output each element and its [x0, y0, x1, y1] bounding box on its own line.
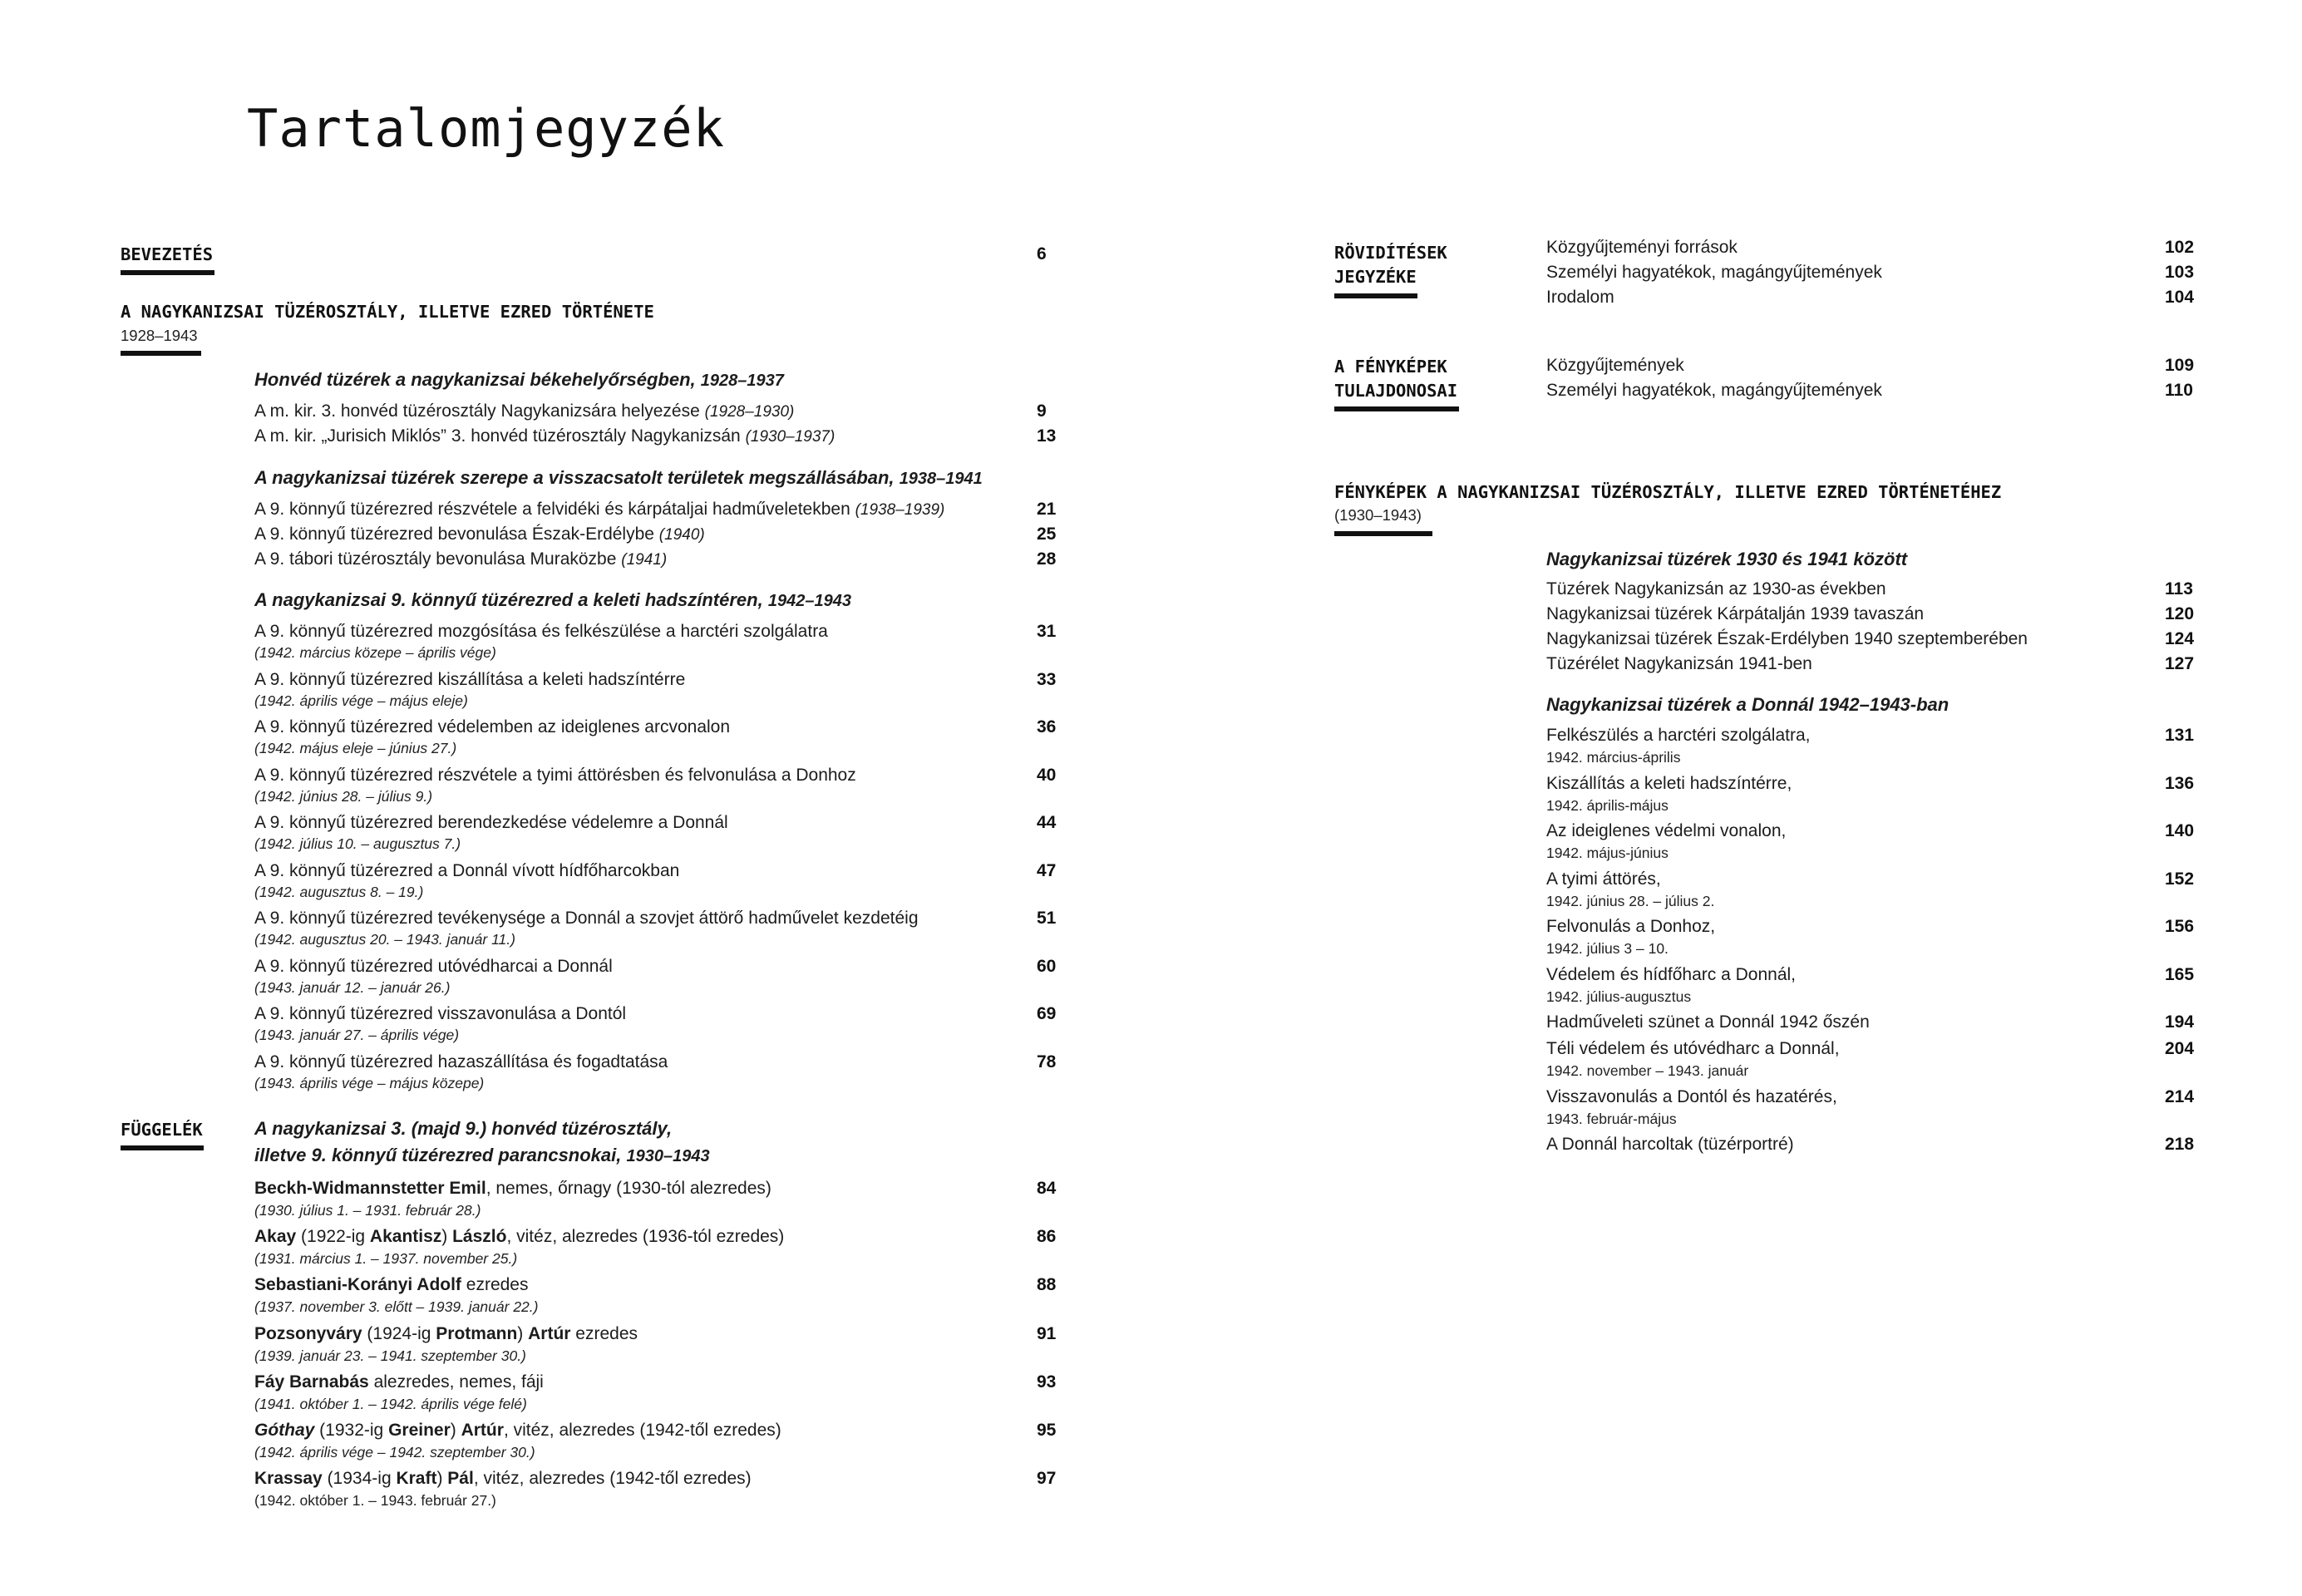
toc-entry: Tüzérélet Nagykanizsán 1941-ben: [1546, 654, 1812, 673]
commander-text: , nemes, őrnagy (1930-tól alezredes): [486, 1179, 771, 1198]
page-number: 36: [1037, 717, 1057, 736]
page-number: 136: [2165, 773, 2195, 793]
section-years: (1930–1943): [1334, 506, 1422, 524]
page-number: 131: [2165, 726, 2195, 745]
page-number: 51: [1037, 909, 1057, 928]
section-heading-fuggelek: FÜGGELÉK: [121, 1120, 203, 1140]
section-rule: [121, 351, 201, 356]
entry-subtitle: (1942. május eleje – június 27.): [254, 740, 457, 756]
chapter-title: [254, 467, 983, 489]
page-number: 6: [1037, 244, 1047, 264]
toc-entry: [254, 861, 679, 881]
page-number: 69: [1037, 1004, 1057, 1023]
commander-text: , vitéz, alezredes (1942-től ezredes): [503, 1421, 781, 1440]
commander-text: ezredes: [570, 1323, 638, 1343]
entry-text: A 9. tábori tüzérosztály bevonulása Muraközbe: [254, 549, 617, 569]
entry-subtitle: (1942. június 28. – július 9.): [254, 787, 433, 805]
commander-dates: (1931. március 1. – 1937. november 25.): [254, 1250, 518, 1268]
toc-entry: Védelem és hídfőharc a Donnál,: [1546, 964, 1797, 984]
toc-entry: Közgyűjteményi források: [1546, 238, 1738, 257]
commander-name: Artúr: [528, 1323, 571, 1343]
entry-subtitle: 1943. február-május: [1546, 1110, 1677, 1127]
page-number: 84: [1037, 1179, 1057, 1198]
page-number: 60: [1037, 956, 1057, 976]
entry-note: (1938–1939): [855, 501, 945, 519]
page-number: 93: [1037, 1372, 1057, 1392]
page-number: 103: [2165, 263, 2195, 282]
commander-name: Góthay: [254, 1421, 315, 1440]
entry-subtitle: (1942. július 10. – augusztus 7.): [254, 835, 461, 852]
toc-entry: Kiszállítás a keleti hadszíntérre,: [1546, 773, 1792, 793]
commander-name: Pál: [447, 1469, 474, 1489]
commander-entry: [254, 1179, 771, 1199]
entry-text: A 9. könnyű tüzérezred hazaszállítása és fogadtatása: [254, 1052, 668, 1071]
entry-subtitle: (1942. április vége – május eleje): [254, 692, 468, 709]
commander-name: László: [452, 1227, 507, 1247]
commander-name: Greiner: [388, 1421, 451, 1440]
toc-entry: Közgyűjtemények: [1546, 356, 1684, 375]
chapter-title-text: A nagykanizsai 9. könnyű tüzérezred a keleti hadszíntéren,: [254, 589, 763, 610]
page-number: 110: [2165, 381, 2193, 400]
page-number: 104: [2165, 288, 2195, 307]
entry-subtitle: 1942. április-május: [1546, 796, 1669, 814]
commander-name: Sebastiani-Korányi Adolf: [254, 1275, 461, 1295]
section-heading-photo-owners: A FÉNYKÉPEK TULAJDONOSAI: [1334, 357, 1458, 401]
appendix-title-line1: A nagykanizsai 3. (majd 9.) honvéd tüzérosztály,: [254, 1118, 673, 1139]
commander-text: (1922-ig: [296, 1227, 370, 1247]
entry-note: (1928–1930): [704, 403, 795, 421]
entry-subtitle: (1942. augusztus 20. – 1943. január 11.): [254, 931, 515, 948]
commander-name: Beckh-Widmannstetter Emil: [254, 1179, 486, 1198]
commander-name: Fáy Barnabás: [254, 1372, 369, 1392]
toc-entry: [254, 909, 919, 929]
commander-text: , vitéz, alezredes (1942-től ezredes): [473, 1469, 752, 1489]
toc-entry: [254, 500, 944, 520]
page-number: 78: [1037, 1052, 1057, 1071]
entry-text: A 9. könnyű tüzérezred tevékenysége a Donnál a szovjet áttörő hadművelet kezdetéig: [254, 909, 919, 928]
toc-entry: Személyi hagyatékok, magángyűjtemények: [1546, 263, 1882, 282]
commander-dates: (1941. október 1. – 1942. április vége felé): [254, 1395, 527, 1412]
page-number: 95: [1037, 1421, 1057, 1440]
page-number: 194: [2165, 1012, 2195, 1032]
commander-entry: [254, 1324, 638, 1344]
toc-entry: Nagykanizsai tüzérek Kárpátalján 1939 tavaszán: [1546, 604, 1925, 623]
toc-entry: [254, 957, 613, 977]
appendix-title-line2: illetve 9. könnyű tüzérezred parancsnokai, 1930–1943: [254, 1145, 710, 1165]
entry-text: A 9. könnyű tüzérezred utóvédharcai a Donnál: [254, 956, 613, 976]
commander-text: ): [441, 1227, 453, 1247]
page-number: 165: [2165, 964, 2195, 984]
commander-dates: (1942. április vége – 1942. szeptember 30.): [254, 1444, 535, 1461]
entry-text: A 9. könnyű tüzérezred védelemben az ideiglenes arcvonalon: [254, 717, 731, 736]
page-number: 47: [1037, 860, 1057, 880]
toc-entry: [254, 1052, 668, 1072]
entry-text: A 9. könnyű tüzérezred részvétele a tyimi áttörésben és felvonulása a Donhoz: [254, 765, 856, 785]
entry-text: A 9. könnyű tüzérezred berendezkedése védelemre a Donnál: [254, 813, 728, 832]
page-number: 86: [1037, 1227, 1057, 1247]
commander-text: , vitéz, alezredes (1936-tól ezredes): [506, 1227, 785, 1247]
commander-text: (1934-ig: [322, 1469, 397, 1489]
commander-entry: [254, 1275, 528, 1295]
page-number: 109: [2165, 356, 2195, 375]
commander-entry: [254, 1469, 752, 1489]
commander-dates: (1942. október 1. – 1943. február 27.): [254, 1492, 496, 1510]
commander-text: alezredes, nemes, fáji: [368, 1372, 544, 1392]
toc-entry: Felkészülés a harctéri szolgálatra,: [1546, 726, 1811, 745]
section-heading-photos: FÉNYKÉPEK A NAGYKANIZSAI TÜZÉROSZTÁLY, ILLETVE EZRED TÖRTÉNETÉHEZ: [1334, 482, 2002, 502]
entry-text: A 9. könnyű tüzérezred részvétele a felvidéki és kárpátaljai hadműveletekben: [254, 500, 850, 519]
section-rule: [1334, 531, 1432, 536]
toc-entry: [254, 549, 667, 569]
entry-subtitle: 1942. november – 1943. január: [1546, 1062, 1749, 1079]
page-number: 28: [1037, 549, 1057, 569]
commander-entry: [254, 1227, 784, 1247]
entry-subtitle: (1942. március közepe – április vége): [254, 644, 496, 661]
page-number: 152: [2165, 869, 2195, 889]
toc-entry: Felvonulás a Donhoz,: [1546, 917, 1716, 936]
commander-text: ezredes: [461, 1275, 529, 1295]
section-rule: [121, 270, 214, 275]
page-number: 120: [2165, 604, 2195, 623]
entry-note: (1930–1937): [745, 428, 836, 446]
chapter-years: 1928–1937: [700, 372, 784, 390]
toc-entry: [254, 1004, 626, 1024]
commander-dates: (1930. július 1. – 1931. február 28.): [254, 1202, 481, 1219]
commander-name: Akay: [254, 1227, 297, 1247]
entry-note: (1941): [621, 551, 668, 569]
page-number: 204: [2165, 1039, 2195, 1058]
toc-entry: Tüzérek Nagykanizsán az 1930-as években: [1546, 579, 1886, 598]
section-heading-bevezetes: BEVEZETÉS: [121, 244, 214, 264]
commander-name: Krassay: [254, 1469, 323, 1489]
commander-text: ): [436, 1469, 448, 1489]
page-number: 218: [2165, 1135, 2195, 1154]
commander-name: Akantisz: [369, 1227, 442, 1247]
page-number: 13: [1037, 426, 1057, 446]
chapter-title-text: Honvéd tüzérek a nagykanizsai békehelyőrségben,: [254, 369, 696, 390]
toc-entry: Irodalom: [1546, 288, 1614, 307]
chapter-title-text: A nagykanizsai tüzérek szerepe a visszacsatolt területek megszállásában,: [254, 467, 895, 488]
toc-entry: [254, 622, 828, 642]
entry-subtitle: 1942. május-június: [1546, 845, 1669, 861]
commander-name: Protmann: [436, 1323, 518, 1343]
page-number: 33: [1037, 669, 1057, 689]
section-rule: [1334, 406, 1459, 411]
photo-group-title: Nagykanizsai tüzérek 1930 és 1941 között: [1546, 549, 1908, 569]
entry-subtitle: (1943. április vége – május közepe): [254, 1074, 485, 1091]
toc-entry: [254, 813, 728, 833]
toc-entry: A Donnál harcoltak (tüzérportré): [1546, 1135, 1794, 1154]
commander-dates: (1937. november 3. előtt – 1939. január 22.): [254, 1298, 539, 1316]
entry-subtitle: (1943. január 27. – április vége): [254, 1027, 460, 1043]
toc-entry: Téli védelem és utóvédharc a Donnál,: [1546, 1039, 1840, 1058]
entry-subtitle: 1942. július 3 – 10.: [1546, 940, 1669, 957]
entry-text: A 9. könnyű tüzérezred mozgósítása és felkészülése a harctéri szolgálatra: [254, 622, 828, 641]
entry-text: A m. kir. „Jurisich Miklós” 3. honvéd tüzérosztály Nagykanizsán: [254, 426, 741, 446]
entry-text: A 9. könnyű tüzérezred kiszállítása a keleti hadszíntérre: [254, 669, 686, 689]
commander-name: Artúr: [461, 1421, 504, 1440]
chapter-title: [254, 369, 784, 391]
entry-note: (1940): [658, 526, 705, 544]
page-number: 140: [2165, 821, 2195, 840]
page-number: 91: [1037, 1323, 1057, 1343]
commander-name: Kraft: [396, 1469, 437, 1489]
section-heading-rovidites: RÖVIDÍTÉSEK JEGYZÉKE: [1334, 243, 1447, 287]
entry-text: A 9. könnyű tüzérezred bevonulása Észak-Erdélybe: [254, 525, 654, 544]
toc-entry: Személyi hagyatékok, magángyűjtemények: [1546, 381, 1882, 400]
entry-text: A 9. könnyű tüzérezred a Donnál vívott hídfőharcokban: [254, 860, 680, 880]
toc-entry: [254, 670, 685, 690]
entry-subtitle: 1942. június 28. – július 2.: [1546, 892, 1715, 909]
toc-entry: A tyimi áttörés,: [1546, 869, 1661, 889]
toc-entry: Nagykanizsai tüzérek Észak-Erdélyben 1940 szeptemberében: [1546, 629, 2028, 648]
commander-entry: [254, 1372, 544, 1392]
commander-text: (1932-ig: [314, 1421, 389, 1440]
entry-text: A m. kir. 3. honvéd tüzérosztály Nagykanizsára helyezése: [254, 401, 700, 421]
section-heading-tortenet: A NAGYKANIZSAI TÜZÉROSZTÁLY, ILLETVE EZRED TÖRTÉNETE: [121, 302, 654, 322]
entry-text: A 9. könnyű tüzérezred visszavonulása a Dontól: [254, 1004, 627, 1023]
chapter-years: 1942–1943: [767, 592, 851, 610]
toc-entry: [254, 525, 705, 544]
page-number: 9: [1037, 401, 1047, 421]
page-number: 102: [2165, 238, 2195, 257]
toc-entry: Az ideiglenes védelmi vonalon,: [1546, 821, 1787, 840]
toc-entry: Hadműveleti szünet a Donnál 1942 őszén: [1546, 1012, 1870, 1032]
page-number: 31: [1037, 622, 1057, 641]
page-number: 124: [2165, 629, 2195, 648]
commander-text: ): [517, 1323, 529, 1343]
page-number: 127: [2165, 654, 2195, 673]
page-title: Tartalomjegyzék: [247, 98, 725, 159]
page-number: 88: [1037, 1275, 1057, 1295]
page-number: 21: [1037, 500, 1057, 519]
page-number: 113: [2165, 579, 2193, 598]
toc-entry: Visszavonulás a Dontól és hazatérés,: [1546, 1086, 1837, 1106]
commander-entry: [254, 1421, 781, 1441]
commander-dates: (1939. január 23. – 1941. szeptember 30.): [254, 1347, 526, 1364]
commander-text: ): [450, 1421, 461, 1440]
page-number: 25: [1037, 525, 1057, 544]
commander-text: (1924-ig: [362, 1323, 436, 1343]
toc-entry: [254, 401, 794, 421]
entry-subtitle: 1942. március-április: [1546, 749, 1681, 766]
toc-entry: [254, 766, 856, 786]
toc-entry: [254, 426, 835, 446]
page-number: 214: [2165, 1086, 2195, 1106]
entry-subtitle: (1943. január 12. – január 26.): [254, 978, 451, 996]
page-number: 40: [1037, 765, 1057, 785]
entry-subtitle: (1942. augusztus 8. – 19.): [254, 883, 424, 900]
section-rule: [1334, 293, 1417, 298]
page-number: 44: [1037, 813, 1057, 832]
entry-subtitle: 1942. július-augusztus: [1546, 988, 1692, 1005]
chapter-years: 1938–1941: [899, 470, 983, 488]
toc-entry: [254, 717, 730, 737]
photo-group-title: Nagykanizsai tüzérek a Donnál 1942–1943-ban: [1546, 694, 1950, 715]
section-years: 1928–1943: [121, 327, 198, 344]
section-rule: [121, 1145, 204, 1150]
page-number: 156: [2165, 917, 2195, 936]
page-number: 97: [1037, 1469, 1057, 1489]
chapter-title: [254, 589, 851, 611]
commander-name: Pozsonyváry: [254, 1323, 362, 1343]
